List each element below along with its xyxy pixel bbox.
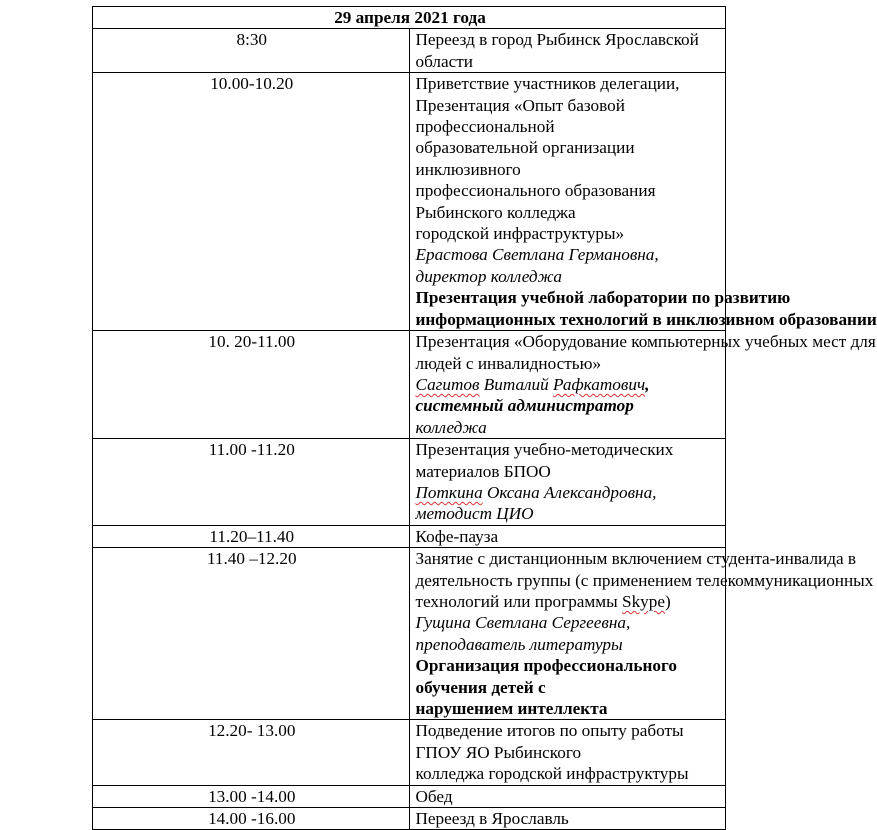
agenda-line: Обед — [415, 786, 453, 806]
speaker-line — [416, 482, 722, 525]
agenda-line: Презентация «Опыт базовой профессиональной — [415, 95, 625, 137]
agenda-line: Кофе-пауза — [415, 526, 499, 546]
speaker-line: колледжа — [415, 417, 487, 437]
speaker-patronymic: Рафкатович — [553, 374, 646, 394]
table-row — [93, 525, 726, 547]
time-cell: 10. 20-11.00 — [93, 331, 410, 439]
table-row — [93, 331, 726, 439]
agenda-line: Презентация учебно-методических материалов БПОО — [415, 440, 674, 481]
agenda-cell — [409, 720, 726, 785]
time-cell: 8:30 — [93, 29, 410, 73]
speaker-surname: Поткина — [415, 482, 483, 502]
agenda-line: Приветствие участников делегации, — [415, 74, 680, 94]
date-header: 29 апреля 2021 года — [93, 7, 726, 29]
topic-line: нарушением интеллекта — [415, 699, 608, 718]
time-cell: 12.20- 13.00 — [93, 720, 410, 785]
agenda-line: Переезд в город Рыбинск Ярославской области — [415, 30, 699, 71]
time-cell: 11.40 –12.20 — [93, 548, 410, 720]
agenda-cell — [409, 439, 726, 526]
agenda-cell — [409, 548, 874, 720]
agenda-line — [416, 591, 722, 612]
time-cell: 10.00-10.20 — [93, 73, 410, 331]
schedule-table — [92, 6, 877, 830]
agenda-cell — [409, 331, 876, 439]
agenda-text: ) — [664, 591, 671, 611]
table-row — [93, 720, 726, 785]
agenda-line: Презентация «Оборудование компьютерных учебных мест для — [415, 332, 876, 352]
agenda-line: профессионального образования Рыбинского колледжа — [415, 181, 656, 222]
agenda-line: колледжа городской инфраструктуры — [415, 764, 689, 784]
agenda-cell — [409, 73, 877, 331]
skype-word: Skype — [622, 591, 665, 611]
time-cell: 14.00 -16.00 — [93, 808, 410, 830]
topic-line: информационных технологий в инклюзивном образовании — [415, 309, 877, 329]
agenda-line: образовательной организации инклюзивного — [415, 138, 635, 179]
speaker-surname: Сагитов — [415, 374, 480, 394]
table-row — [93, 785, 726, 807]
speaker-name: Виталий — [483, 374, 549, 394]
time-cell: 11.00 -11.20 — [93, 439, 410, 526]
topic-line: Презентация учебной лаборатории по развитию — [415, 288, 791, 308]
agenda-text: технологий или программы — [415, 591, 623, 611]
speaker-line: Ерастова Светлана Германовна, директор колледжа — [415, 245, 659, 286]
agenda-line: деятельность группы (с применением телекоммуникационных — [415, 570, 874, 590]
table-row — [93, 73, 726, 331]
topic-line: Организация профессионального обучения детей с — [415, 656, 677, 697]
table-row — [93, 439, 726, 526]
agenda-line: Переезд в Ярославль — [415, 809, 569, 829]
speaker-line: Гущина Светлана Сергеевна, преподаватель литературы — [415, 613, 631, 654]
agenda-cell — [409, 808, 726, 830]
time-cell: 11.20–11.40 — [93, 525, 410, 547]
table-row — [93, 548, 726, 720]
table-header-row — [93, 7, 726, 29]
table-row — [93, 808, 726, 830]
agenda-line: городской инфраструктуры» — [415, 224, 625, 244]
speaker-line — [416, 374, 722, 417]
speaker-role: , системный администратор — [415, 374, 650, 416]
time-cell: 13.00 -14.00 — [93, 785, 410, 807]
table-row — [93, 29, 726, 73]
agenda-cell — [409, 29, 726, 73]
agenda-line: Занятие с дистанционным включением студента-инвалида в — [415, 549, 857, 569]
speaker-details: Оксана Александровна, методист ЦИО — [415, 482, 657, 524]
agenda-line: Подведение итогов по опыту работы ГПОУ ЯО Рыбинского — [415, 721, 684, 762]
agenda-cell — [409, 785, 726, 807]
agenda-line: людей с инвалидностью» — [415, 353, 602, 373]
agenda-cell — [409, 525, 726, 547]
